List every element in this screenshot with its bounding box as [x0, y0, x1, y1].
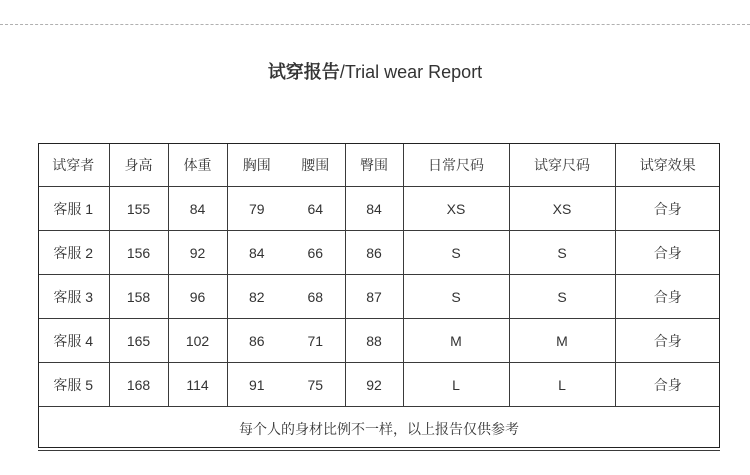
- cell-trial-size: M: [509, 319, 615, 363]
- cell-hip: 88: [345, 319, 403, 363]
- cell-daily-size: M: [403, 319, 509, 363]
- header-cell-bust: 胸围: [227, 144, 286, 187]
- title-english: /Trial wear Report: [339, 62, 483, 82]
- table-row: [38, 275, 720, 319]
- cell-bust: 86: [227, 319, 286, 363]
- cell-waist: 66: [286, 231, 345, 275]
- table-row: [38, 231, 720, 275]
- header-cell-trial-size: 试穿尺码: [509, 144, 615, 187]
- table-row: [38, 187, 720, 231]
- cell-trial-effect: 合身: [615, 231, 720, 275]
- cell-height: 156: [109, 231, 168, 275]
- cell-trial-effect: 合身: [615, 187, 720, 231]
- cell-waist: 71: [286, 319, 345, 363]
- cell-tester: 客服 3: [38, 275, 109, 319]
- cell-hip: 92: [345, 363, 403, 407]
- header-cell-waist: 腰围: [286, 144, 345, 187]
- cell-hip: 84: [345, 187, 403, 231]
- header-cell-trial-effect: 试穿效果: [615, 144, 720, 187]
- cell-daily-size: XS: [403, 187, 509, 231]
- cell-trial-effect: 合身: [615, 275, 720, 319]
- cell-height: 165: [109, 319, 168, 363]
- cell-trial-size: L: [509, 363, 615, 407]
- trial-report-table: [38, 143, 720, 451]
- table-row: [38, 363, 720, 407]
- cell-weight: 84: [168, 187, 227, 231]
- cell-bust: 84: [227, 231, 286, 275]
- cell-waist: 75: [286, 363, 345, 407]
- table-header-row: [38, 144, 720, 187]
- cell-hip: 87: [345, 275, 403, 319]
- cell-trial-effect: 合身: [615, 319, 720, 363]
- header-cell-weight: 体重: [168, 144, 227, 187]
- cell-tester: 客服 1: [38, 187, 109, 231]
- cell-daily-size: S: [403, 275, 509, 319]
- cell-height: 168: [109, 363, 168, 407]
- cell-weight: 114: [168, 363, 227, 407]
- page-title: [0, 58, 750, 84]
- cell-trial-size: S: [509, 275, 615, 319]
- dashed-divider: [0, 24, 750, 25]
- cell-waist: 64: [286, 187, 345, 231]
- cell-daily-size: S: [403, 231, 509, 275]
- table-note-row: [38, 407, 720, 451]
- cell-tester: 客服 4: [38, 319, 109, 363]
- cell-trial-size: S: [509, 231, 615, 275]
- header-cell-daily-size: 日常尺码: [403, 144, 509, 187]
- cell-trial-effect: 合身: [615, 363, 720, 407]
- cell-waist: 68: [286, 275, 345, 319]
- cell-daily-size: L: [403, 363, 509, 407]
- cell-bust: 91: [227, 363, 286, 407]
- header-cell-tester: 试穿者: [38, 144, 109, 187]
- cell-bust: 79: [227, 187, 286, 231]
- cell-weight: 96: [168, 275, 227, 319]
- cell-height: 158: [109, 275, 168, 319]
- cell-trial-size: XS: [509, 187, 615, 231]
- header-cell-hip: 臀围: [345, 144, 403, 187]
- header-cell-height: 身高: [109, 144, 168, 187]
- cell-weight: 92: [168, 231, 227, 275]
- cell-weight: 102: [168, 319, 227, 363]
- title-chinese: 试穿报告: [267, 62, 340, 83]
- cell-height: 155: [109, 187, 168, 231]
- table-note: 每个人的身材比例不一样，以上报告仅供参考: [38, 407, 720, 451]
- table-row: [38, 319, 720, 363]
- cell-tester: 客服 5: [38, 363, 109, 407]
- cell-hip: 86: [345, 231, 403, 275]
- cell-tester: 客服 2: [38, 231, 109, 275]
- cell-bust: 82: [227, 275, 286, 319]
